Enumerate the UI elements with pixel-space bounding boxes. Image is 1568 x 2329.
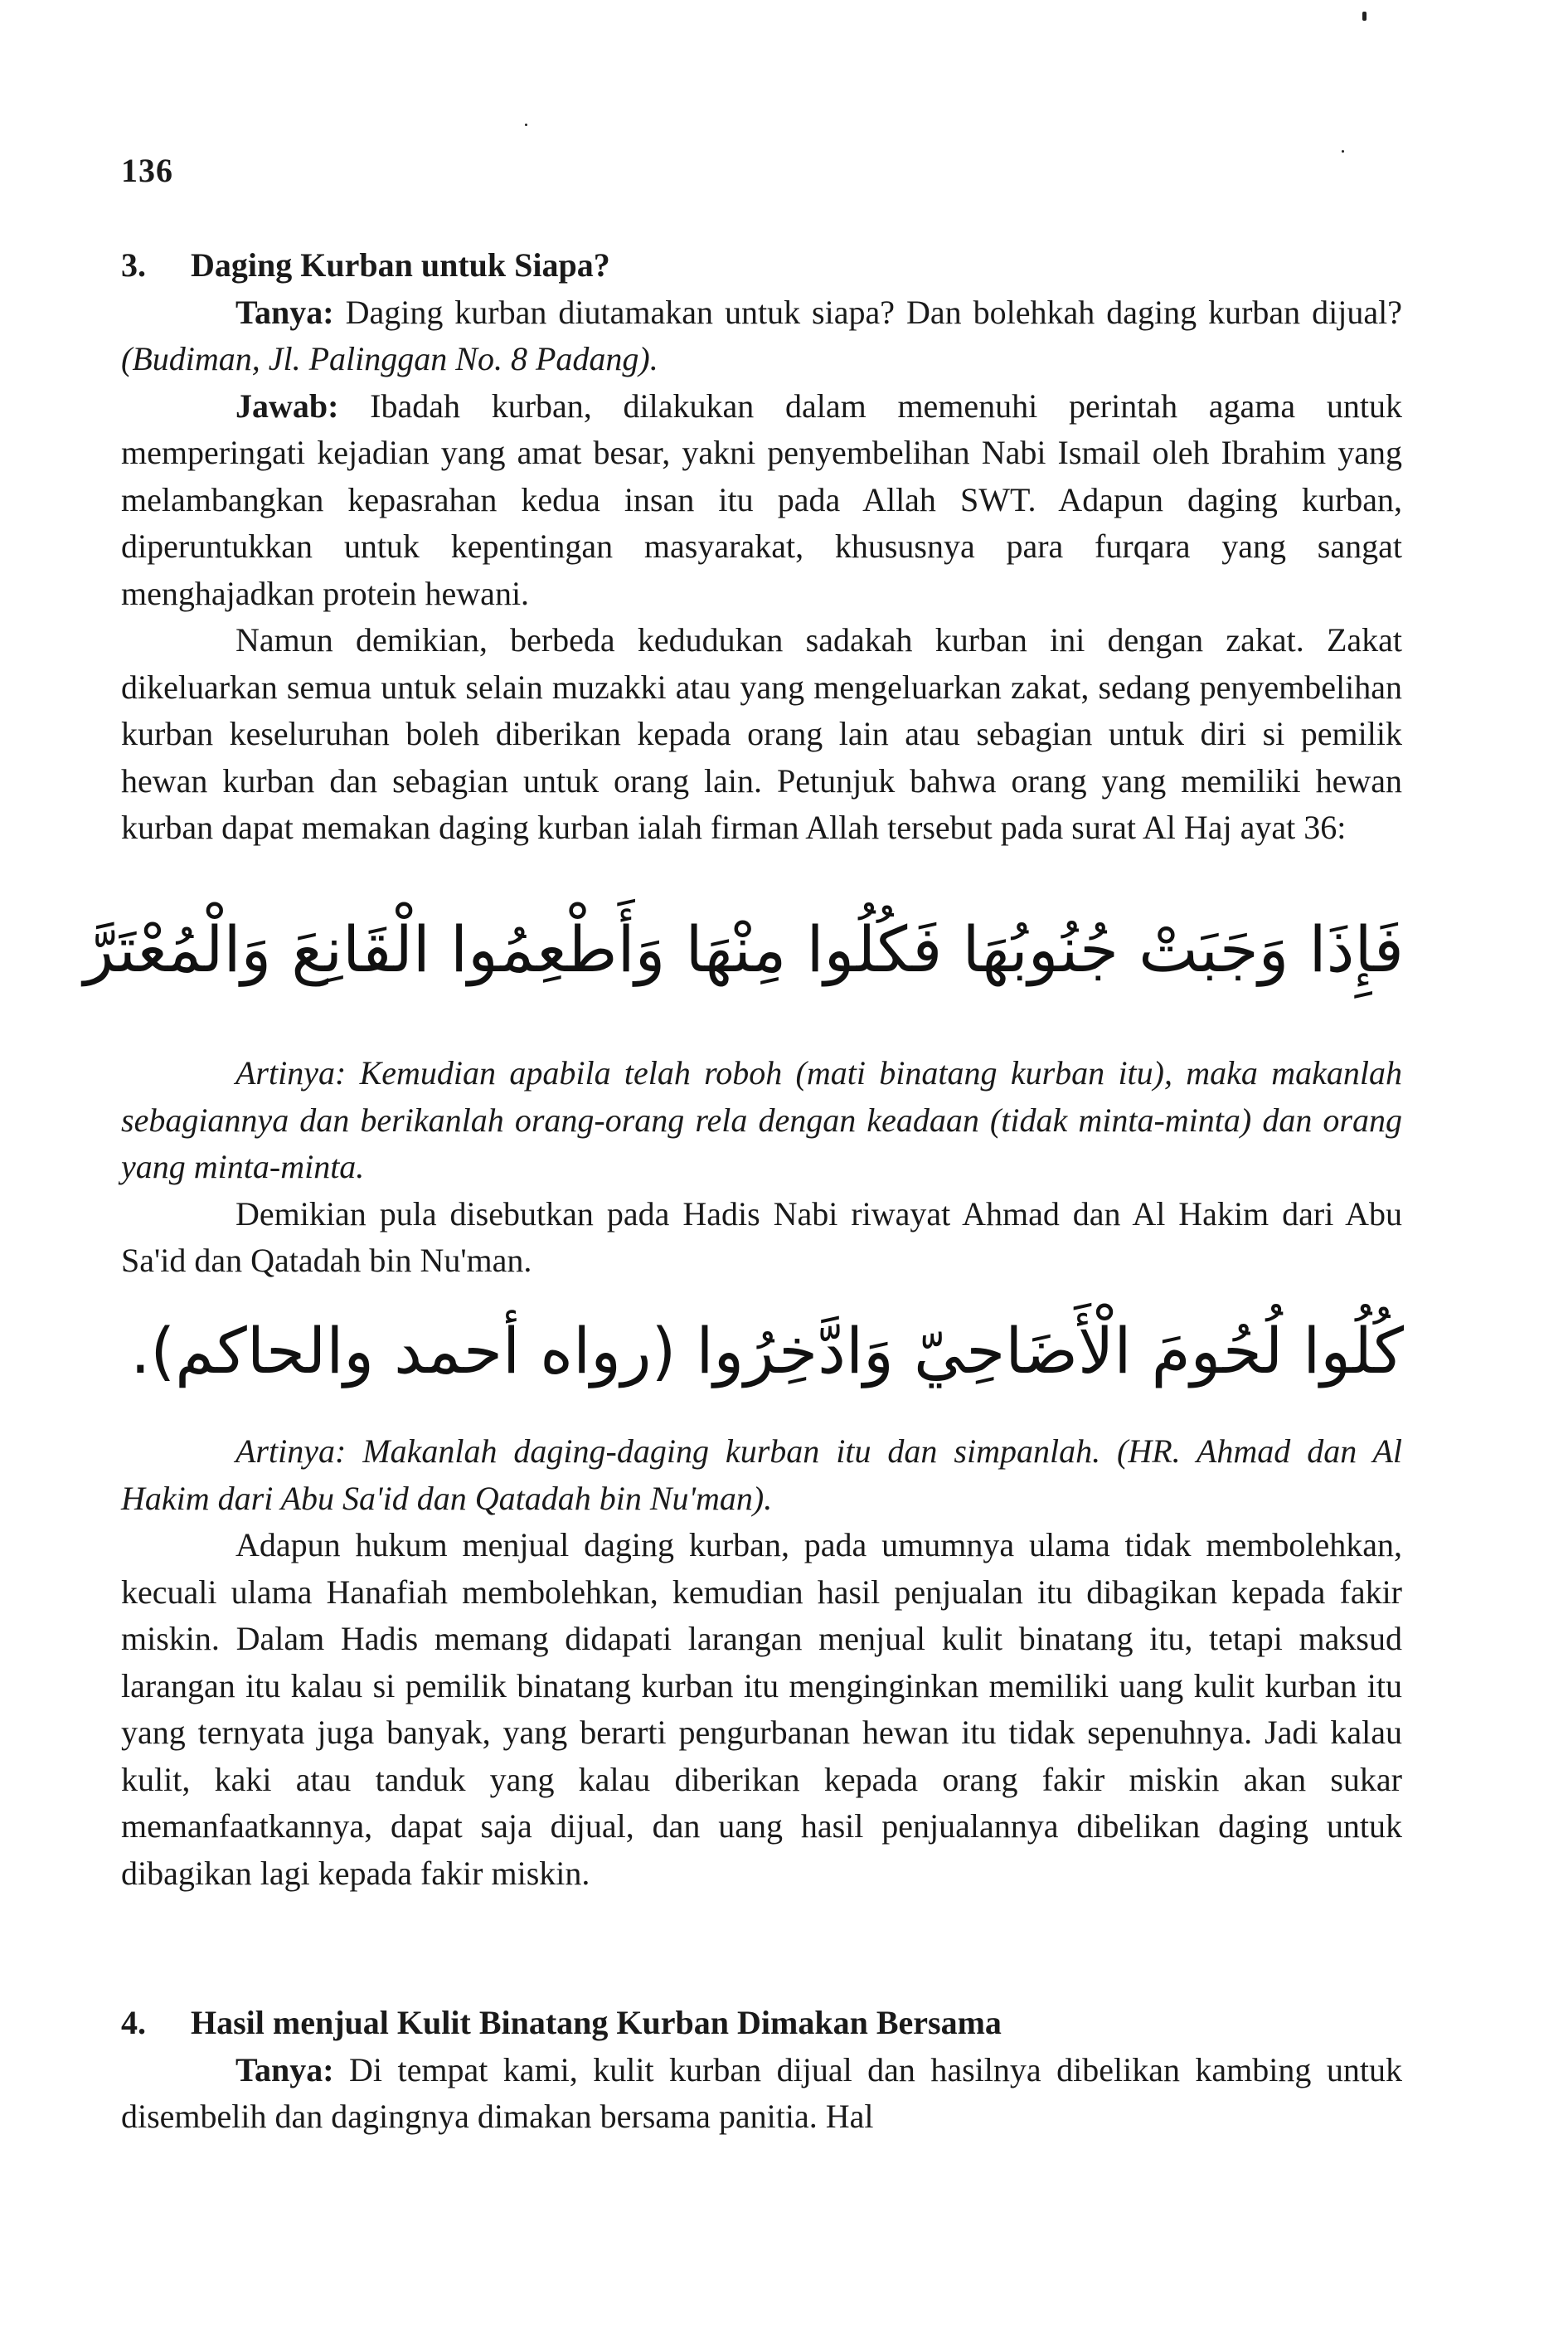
scan-speck	[525, 124, 527, 126]
section-3-heading	[121, 242, 1402, 289]
verse-translation-block	[121, 1050, 1402, 1285]
section-number: 3.	[121, 246, 146, 284]
arabic-verse: فَإِذَا وَجَبَتْ جُنُوبُهَا فَكُلُوا مِنْهَا وَأَطْعِمُوا الْقَانِعَ وَالْمُعْتَرَّ	[83, 912, 1404, 986]
paragraph: Demikian pula disebutkan pada Hadis Nabi riwayat Ahmad dan Al Hakim dari Abu Sa'id dan Qatadah bin Nu'man.	[121, 1194, 1402, 1279]
question-paragraph	[121, 289, 1402, 383]
hadith-translation-block	[121, 1428, 1402, 1897]
scan-speck	[1342, 150, 1344, 153]
hadith-translation: Artinya: Makanlah daging-daging kurban itu dan simpanlah. (HR. Ahmad dan Al Hakim dari Abu Sa'id dan Qatadah bin Nu'man).	[121, 1432, 1402, 1517]
question-text: Daging kurban diutamakan untuk siapa? Dan bolehkah daging kurban dijual?	[333, 293, 1402, 331]
question-label: Tanya:	[235, 293, 334, 331]
question-label: Tanya:	[235, 2050, 334, 2088]
answer-paragraph	[121, 383, 1402, 618]
question-paragraph	[121, 2047, 1402, 2141]
section-title: Hasil menjual Kulit Binatang Kurban Dimakan Bersama	[191, 2004, 1002, 2041]
verse-translation: Artinya: Kemudian apabila telah roboh (mati binatang kurban itu), maka makanlah sebagiannya dan berikanlah orang-orang rela dengan keadaan (tidak minta-minta) dan orang yang minta-minta.	[121, 1054, 1402, 1185]
section-3	[121, 242, 1402, 852]
section-4-heading	[121, 2000, 1402, 2047]
paragraph: Namun demikian, berbeda kedudukan sadakah kurban ini dengan zakat. Zakat dikeluarkan semua untuk selain muzakki atau yang mengeluarkan zakat, sedang penyembelihan kurban keseluruhan boleh diberikan kepada orang lain atau sebagian untuk diri si pemilik hewan kurban dan sebagian untuk orang lain. Petunjuk bahwa orang yang memiliki hewan kurban dapat memakan daging kurban ialah firman Allah tersebut pada surat Al Haj ayat 36:	[121, 621, 1402, 846]
answer-label: Jawab:	[235, 387, 339, 425]
section-4	[121, 2000, 1402, 2141]
question-source: (Budiman, Jl. Palinggan No. 8 Padang).	[121, 340, 658, 377]
section-number: 4.	[121, 2004, 146, 2041]
scan-speck	[1362, 12, 1367, 21]
question-text: Di tempat kami, kulit kurban dijual dan hasilnya dibelikan kambing untuk disembelih dan dagingnya dimakan bersama panitia. Hal	[121, 2050, 1402, 2135]
paragraph: Adapun hukum menjual daging kurban, pada umumnya ulama tidak membolehkan, kecuali ulama Hanafiah membolehkan, kemudian hasil penjualan itu dibagikan kepada fakir miskin. Dalam Hadis memang didapati larangan menjual kulit binatang itu, tetapi maksud larangan itu kalau si pemilik binatang kurban itu menginginkan memiliki uang kulit kurban itu yang ternyata juga banyak, yang berarti pengurbanan hewan itu tidak sepenuhnya. Jadi kalau kulit, kaki atau tanduk yang kalau diberikan kepada orang fakir miskin akan sukar memanfaatkannya, dapat saja dijual, dan uang hasil penjualannya dibelikan daging untuk dibagikan lagi kepada fakir miskin.	[121, 1526, 1402, 1892]
answer-text: Ibadah kurban, dilakukan dalam memenuhi perintah agama untuk memperingati kejadian yang amat besar, yakni penyembelihan Nabi Ismail oleh Ibrahim yang melambangkan kepasrahan kedua insan itu pada Allah SWT. Adapun daging kurban, diperuntukkan untuk kepentingan masyarakat, khususnya para furqara yang sangat menghajadkan protein hewani.	[121, 387, 1402, 612]
section-title: Daging Kurban untuk Siapa?	[191, 246, 610, 284]
page-number: 136	[121, 152, 173, 189]
arabic-hadith: كُلُوا لُحُومَ الْأَضَاحِيّ وَادَّخِرُوا (رواه أحمد والحاكم).	[130, 1314, 1404, 1388]
